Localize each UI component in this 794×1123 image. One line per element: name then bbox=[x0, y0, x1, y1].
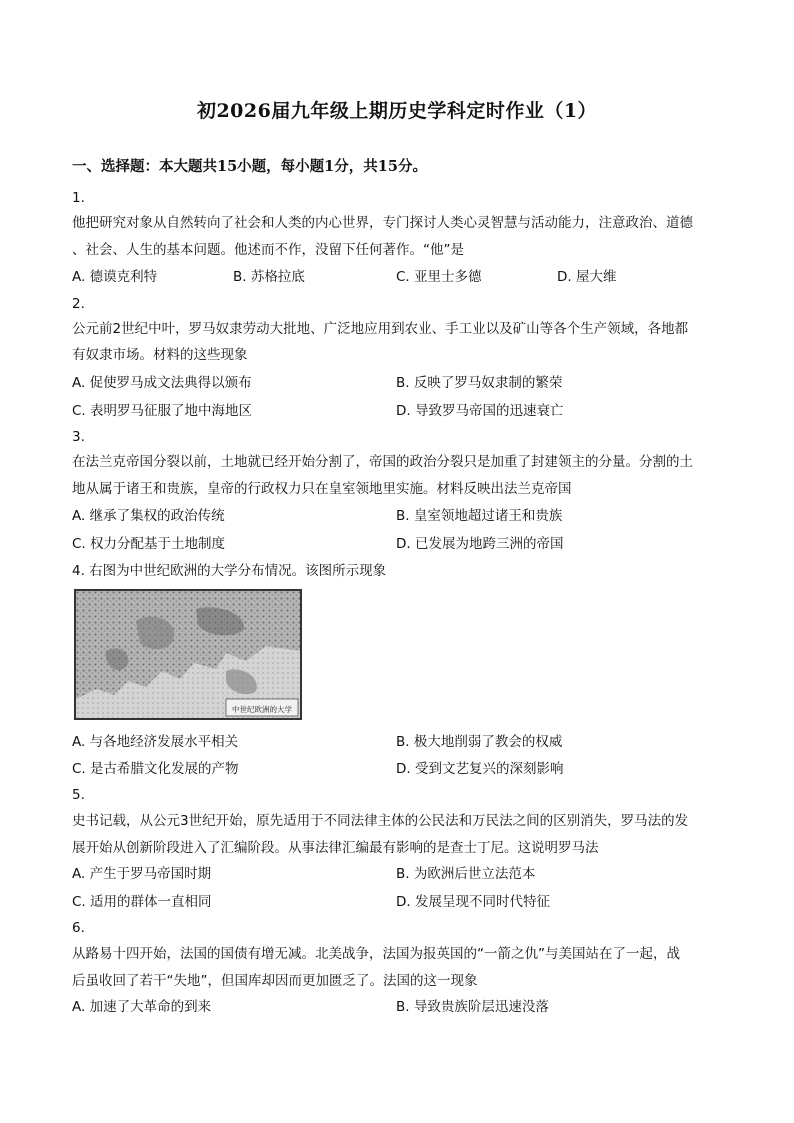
question-number: 5. bbox=[72, 787, 85, 803]
question-number: 3. bbox=[72, 429, 85, 445]
question-stem: 在法兰克帝国分裂以前，土地就已经开始分割了，帝国的政治分裂只是加重了封建领主的分量。分割的土 bbox=[72, 454, 693, 470]
option-d[interactable]: D. 导致罗马帝国的迅速衰亡 bbox=[396, 403, 564, 419]
question-number: 6. bbox=[72, 920, 85, 936]
option-c[interactable]: C. 权力分配基于土地制度 bbox=[72, 536, 226, 552]
option-b[interactable]: B. 为欧洲后世立法范本 bbox=[396, 866, 536, 882]
option-b[interactable]: B. 极大地削弱了教会的权威 bbox=[396, 734, 563, 750]
question-stem: 有奴隶市场。材料的这些现象 bbox=[72, 347, 248, 363]
option-c[interactable]: C. 是古希腊文化发展的产物 bbox=[72, 761, 239, 777]
option-a[interactable]: A. 与各地经济发展水平相关 bbox=[72, 734, 239, 750]
option-b[interactable]: B. 苏格拉底 bbox=[233, 269, 305, 285]
question-stem: 展开始从创新阶段进入了汇编阶段。从事法律汇编最有影响的是查士丁尼。这说明罗马法 bbox=[72, 840, 599, 856]
question-stem: 从路易十四开始，法国的国债有增无减。北美战争，法国为报英国的“一箭之仇”与美国站在了一起，战 bbox=[72, 946, 680, 962]
map-caption: 中世纪欧洲的大学 bbox=[232, 705, 292, 714]
option-a[interactable]: A. 产生于罗马帝国时期 bbox=[72, 866, 212, 882]
question-stem: 公元前2世纪中叶，罗马奴隶劳动大批地、广泛地应用到农业、手工业以及矿山等各个生产领域，各地都 bbox=[72, 321, 689, 337]
option-a[interactable]: A. 继承了集权的政治传统 bbox=[72, 508, 225, 524]
option-d[interactable]: D. 已发展为地跨三洲的帝国 bbox=[396, 536, 564, 552]
option-a[interactable]: A. 促使罗马成文法典得以颁布 bbox=[72, 375, 252, 391]
option-c[interactable]: C. 适用的群体一直相同 bbox=[72, 894, 212, 910]
option-a[interactable]: A. 加速了大革命的到来 bbox=[72, 999, 212, 1015]
option-a[interactable]: A. 德谟克利特 bbox=[72, 269, 158, 285]
university-map-image bbox=[74, 589, 302, 720]
question-stem: 、社会、人生的基本问题。他述而不作，没留下任何著作。“他”是 bbox=[72, 242, 464, 258]
question-stem: 史书记载，从公元3世纪开始，原先适用于不同法律主体的公民法和万民法之间的区别消失，罗马法的发 bbox=[72, 813, 689, 829]
section-heading: 一、选择题：本大题共15小题，每小题1分，共15分。 bbox=[72, 158, 427, 175]
question-stem: 后虽收回了若干“失地”，但国库却因而更加匮乏了。法国的这一现象 bbox=[72, 973, 478, 989]
page-title: 初2026届九年级上期历史学科定时作业（1） bbox=[196, 100, 598, 122]
option-c[interactable]: C. 亚里士多德 bbox=[396, 269, 482, 285]
option-d[interactable]: D. 屋大维 bbox=[557, 269, 617, 285]
option-b[interactable]: B. 导致贵族阶层迅速没落 bbox=[396, 999, 549, 1015]
europe-map-icon bbox=[76, 591, 300, 718]
question-stem: 他把研究对象从自然转向了社会和人类的内心世界，专门探讨人类心灵智慧与活动能力，注意政治、道德 bbox=[72, 215, 693, 231]
option-c[interactable]: C. 表明罗马征服了地中海地区 bbox=[72, 403, 253, 419]
option-b[interactable]: B. 皇室领地超过诸王和贵族 bbox=[396, 508, 563, 524]
question-number: 1. bbox=[72, 190, 85, 206]
option-b[interactable]: B. 反映了罗马奴隶制的繁荣 bbox=[396, 375, 563, 391]
question-stem: 地从属于诸王和贵族，皇帝的行政权力只在皇室领地里实施。材料反映出法兰克帝国 bbox=[72, 481, 572, 497]
question-number: 2. bbox=[72, 296, 85, 312]
option-d[interactable]: D. 受到文艺复兴的深刻影响 bbox=[396, 761, 564, 777]
question-stem: 4. 右图为中世纪欧洲的大学分布情况。该图所示现象 bbox=[72, 563, 387, 579]
option-d[interactable]: D. 发展呈现不同时代特征 bbox=[396, 894, 550, 910]
